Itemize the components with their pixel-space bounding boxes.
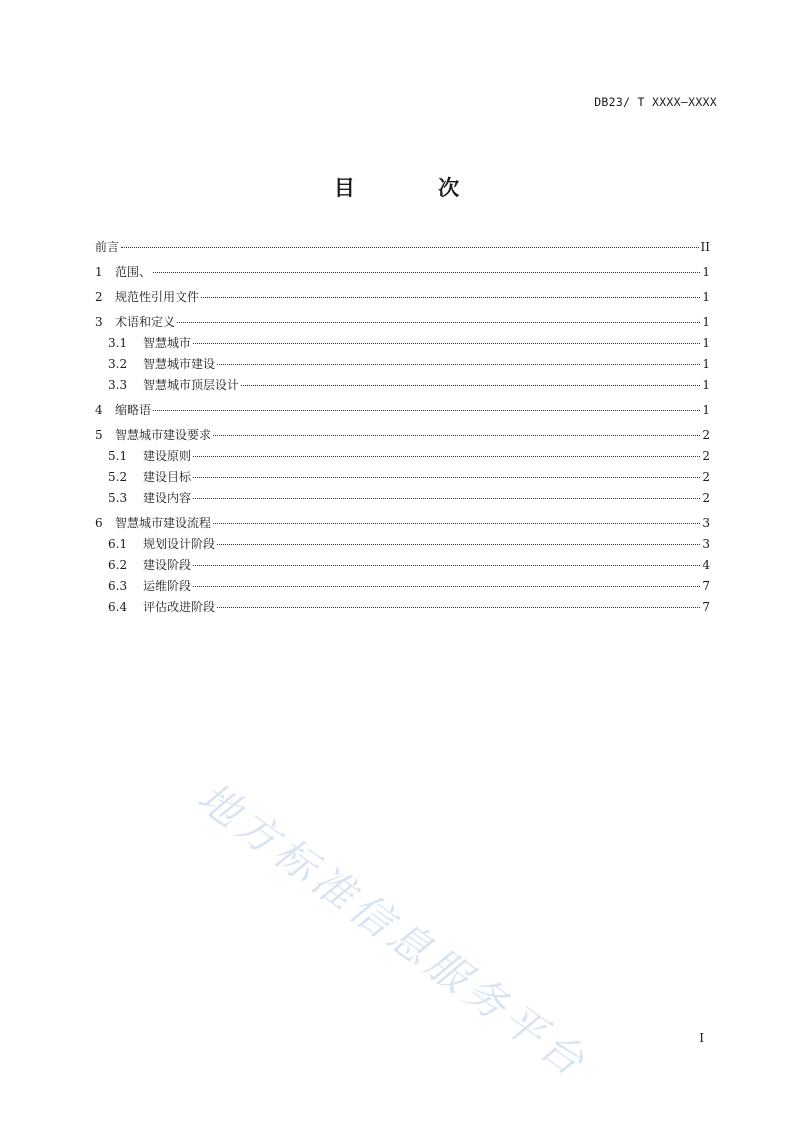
- toc-entry[interactable]: [95, 334, 710, 355]
- toc-dot-leader: [217, 544, 700, 545]
- toc-entry-number: 3: [95, 315, 103, 329]
- toc-entry-label: 前言: [95, 240, 120, 254]
- toc-entry-number: 1: [95, 265, 103, 279]
- toc-dot-leader: [193, 565, 700, 566]
- toc-entry-label: 智慧城市建设要求: [115, 428, 212, 442]
- toc-entry-number: 6.2: [108, 558, 128, 572]
- toc-dot-leader: [193, 343, 700, 344]
- toc-entry-page: 1: [702, 265, 710, 279]
- toc-entry-number: 5.2: [108, 470, 128, 484]
- toc-entry[interactable]: [95, 355, 710, 376]
- toc-entry[interactable]: [95, 238, 710, 259]
- toc-entry-page: 1: [702, 357, 710, 371]
- toc-entry-page: 3: [702, 537, 710, 551]
- document-code: DB23/ T XXXX—XXXX: [594, 95, 717, 109]
- toc-entry[interactable]: [95, 447, 710, 468]
- toc-entry-number: 2: [95, 290, 103, 304]
- toc-dot-leader: [121, 247, 699, 248]
- toc-entry-label: 智慧城市建设: [143, 357, 216, 371]
- toc-entry[interactable]: [95, 426, 710, 447]
- toc-entry-page: 1: [702, 315, 710, 329]
- toc-entry[interactable]: [95, 468, 710, 489]
- toc-entry-page: 1: [702, 290, 710, 304]
- toc-entry-page: 2: [702, 470, 710, 484]
- toc-dot-leader: [201, 297, 700, 298]
- toc-entry-number: 4: [95, 403, 103, 417]
- toc-dot-leader: [213, 435, 700, 436]
- toc-entry[interactable]: [95, 489, 710, 510]
- toc-entry-label: 建设目标: [143, 470, 192, 484]
- toc-entry-page: 2: [702, 449, 710, 463]
- toc-dot-leader: [213, 523, 700, 524]
- toc-entry-number: 3.1: [108, 336, 128, 350]
- toc-entry[interactable]: [95, 313, 710, 334]
- watermark-text: 地方标准信息服务平台: [188, 772, 598, 1089]
- toc-entry-label: 智慧城市: [143, 336, 192, 350]
- toc-entry-page: II: [700, 240, 710, 254]
- toc-entry-page: 2: [702, 491, 710, 505]
- toc-entry-page: 7: [702, 579, 710, 593]
- toc-entry[interactable]: [95, 263, 710, 284]
- toc-entry-page: 4: [702, 558, 710, 572]
- toc-entry[interactable]: [95, 577, 710, 598]
- toc-entry-label: 智慧城市顶层设计: [143, 378, 240, 392]
- toc-entry[interactable]: [95, 376, 710, 397]
- toc-dot-leader: [193, 456, 700, 457]
- toc-dot-leader: [177, 322, 700, 323]
- toc-entry-page: 7: [702, 600, 710, 614]
- toc-entry-page: 2: [702, 428, 710, 442]
- toc-entry-number: 3.3: [108, 378, 128, 392]
- toc-entry-page: 3: [702, 516, 710, 530]
- toc-dot-leader: [153, 410, 700, 411]
- toc-dot-leader: [217, 364, 700, 365]
- toc-entry[interactable]: [95, 535, 710, 556]
- toc-entry-label: 建设原则: [143, 449, 192, 463]
- toc-entry-number: 6.3: [108, 579, 128, 593]
- toc-dot-leader: [217, 607, 700, 608]
- toc-entry-number: 5.3: [108, 491, 128, 505]
- toc-dot-leader: [193, 498, 700, 499]
- toc-entry-label: 运维阶段: [143, 579, 192, 593]
- page-number: I: [699, 1031, 704, 1045]
- toc-entry-label: 范围、: [115, 265, 152, 279]
- toc-entry[interactable]: [95, 288, 710, 309]
- toc-entry-page: 1: [702, 378, 710, 392]
- toc-dot-leader: [241, 385, 700, 386]
- toc-entry-number: 6.1: [108, 537, 128, 551]
- toc-entry-label: 建设阶段: [143, 558, 192, 572]
- toc-entry-label: 术语和定义: [115, 315, 176, 329]
- toc-entry-label: 规范性引用文件: [115, 290, 200, 304]
- toc-entry-page: 1: [702, 403, 710, 417]
- toc-entry-number: 5: [95, 428, 103, 442]
- toc-entry[interactable]: [95, 401, 710, 422]
- toc-entry-label: 规划设计阶段: [143, 537, 216, 551]
- toc-entry-number: 6.4: [108, 600, 128, 614]
- toc-dot-leader: [193, 586, 700, 587]
- toc-entry-label: 建设内容: [143, 491, 192, 505]
- toc-entry-number: 6: [95, 516, 103, 530]
- toc-entry-number: 3.2: [108, 357, 128, 371]
- toc-dot-leader: [193, 477, 700, 478]
- toc-dot-leader: [153, 272, 700, 273]
- page-title: 目 次: [333, 176, 498, 200]
- toc-entry-label: 缩略语: [115, 403, 152, 417]
- toc-entry[interactable]: [95, 514, 710, 535]
- toc-entry-number: 5.1: [108, 449, 128, 463]
- toc-entry-label: 智慧城市建设流程: [115, 516, 212, 530]
- toc-entry-label: 评估改进阶段: [143, 600, 216, 614]
- toc-entry[interactable]: [95, 556, 710, 577]
- table-of-contents: [95, 238, 710, 619]
- toc-entry[interactable]: [95, 598, 710, 619]
- toc-entry-page: 1: [702, 336, 710, 350]
